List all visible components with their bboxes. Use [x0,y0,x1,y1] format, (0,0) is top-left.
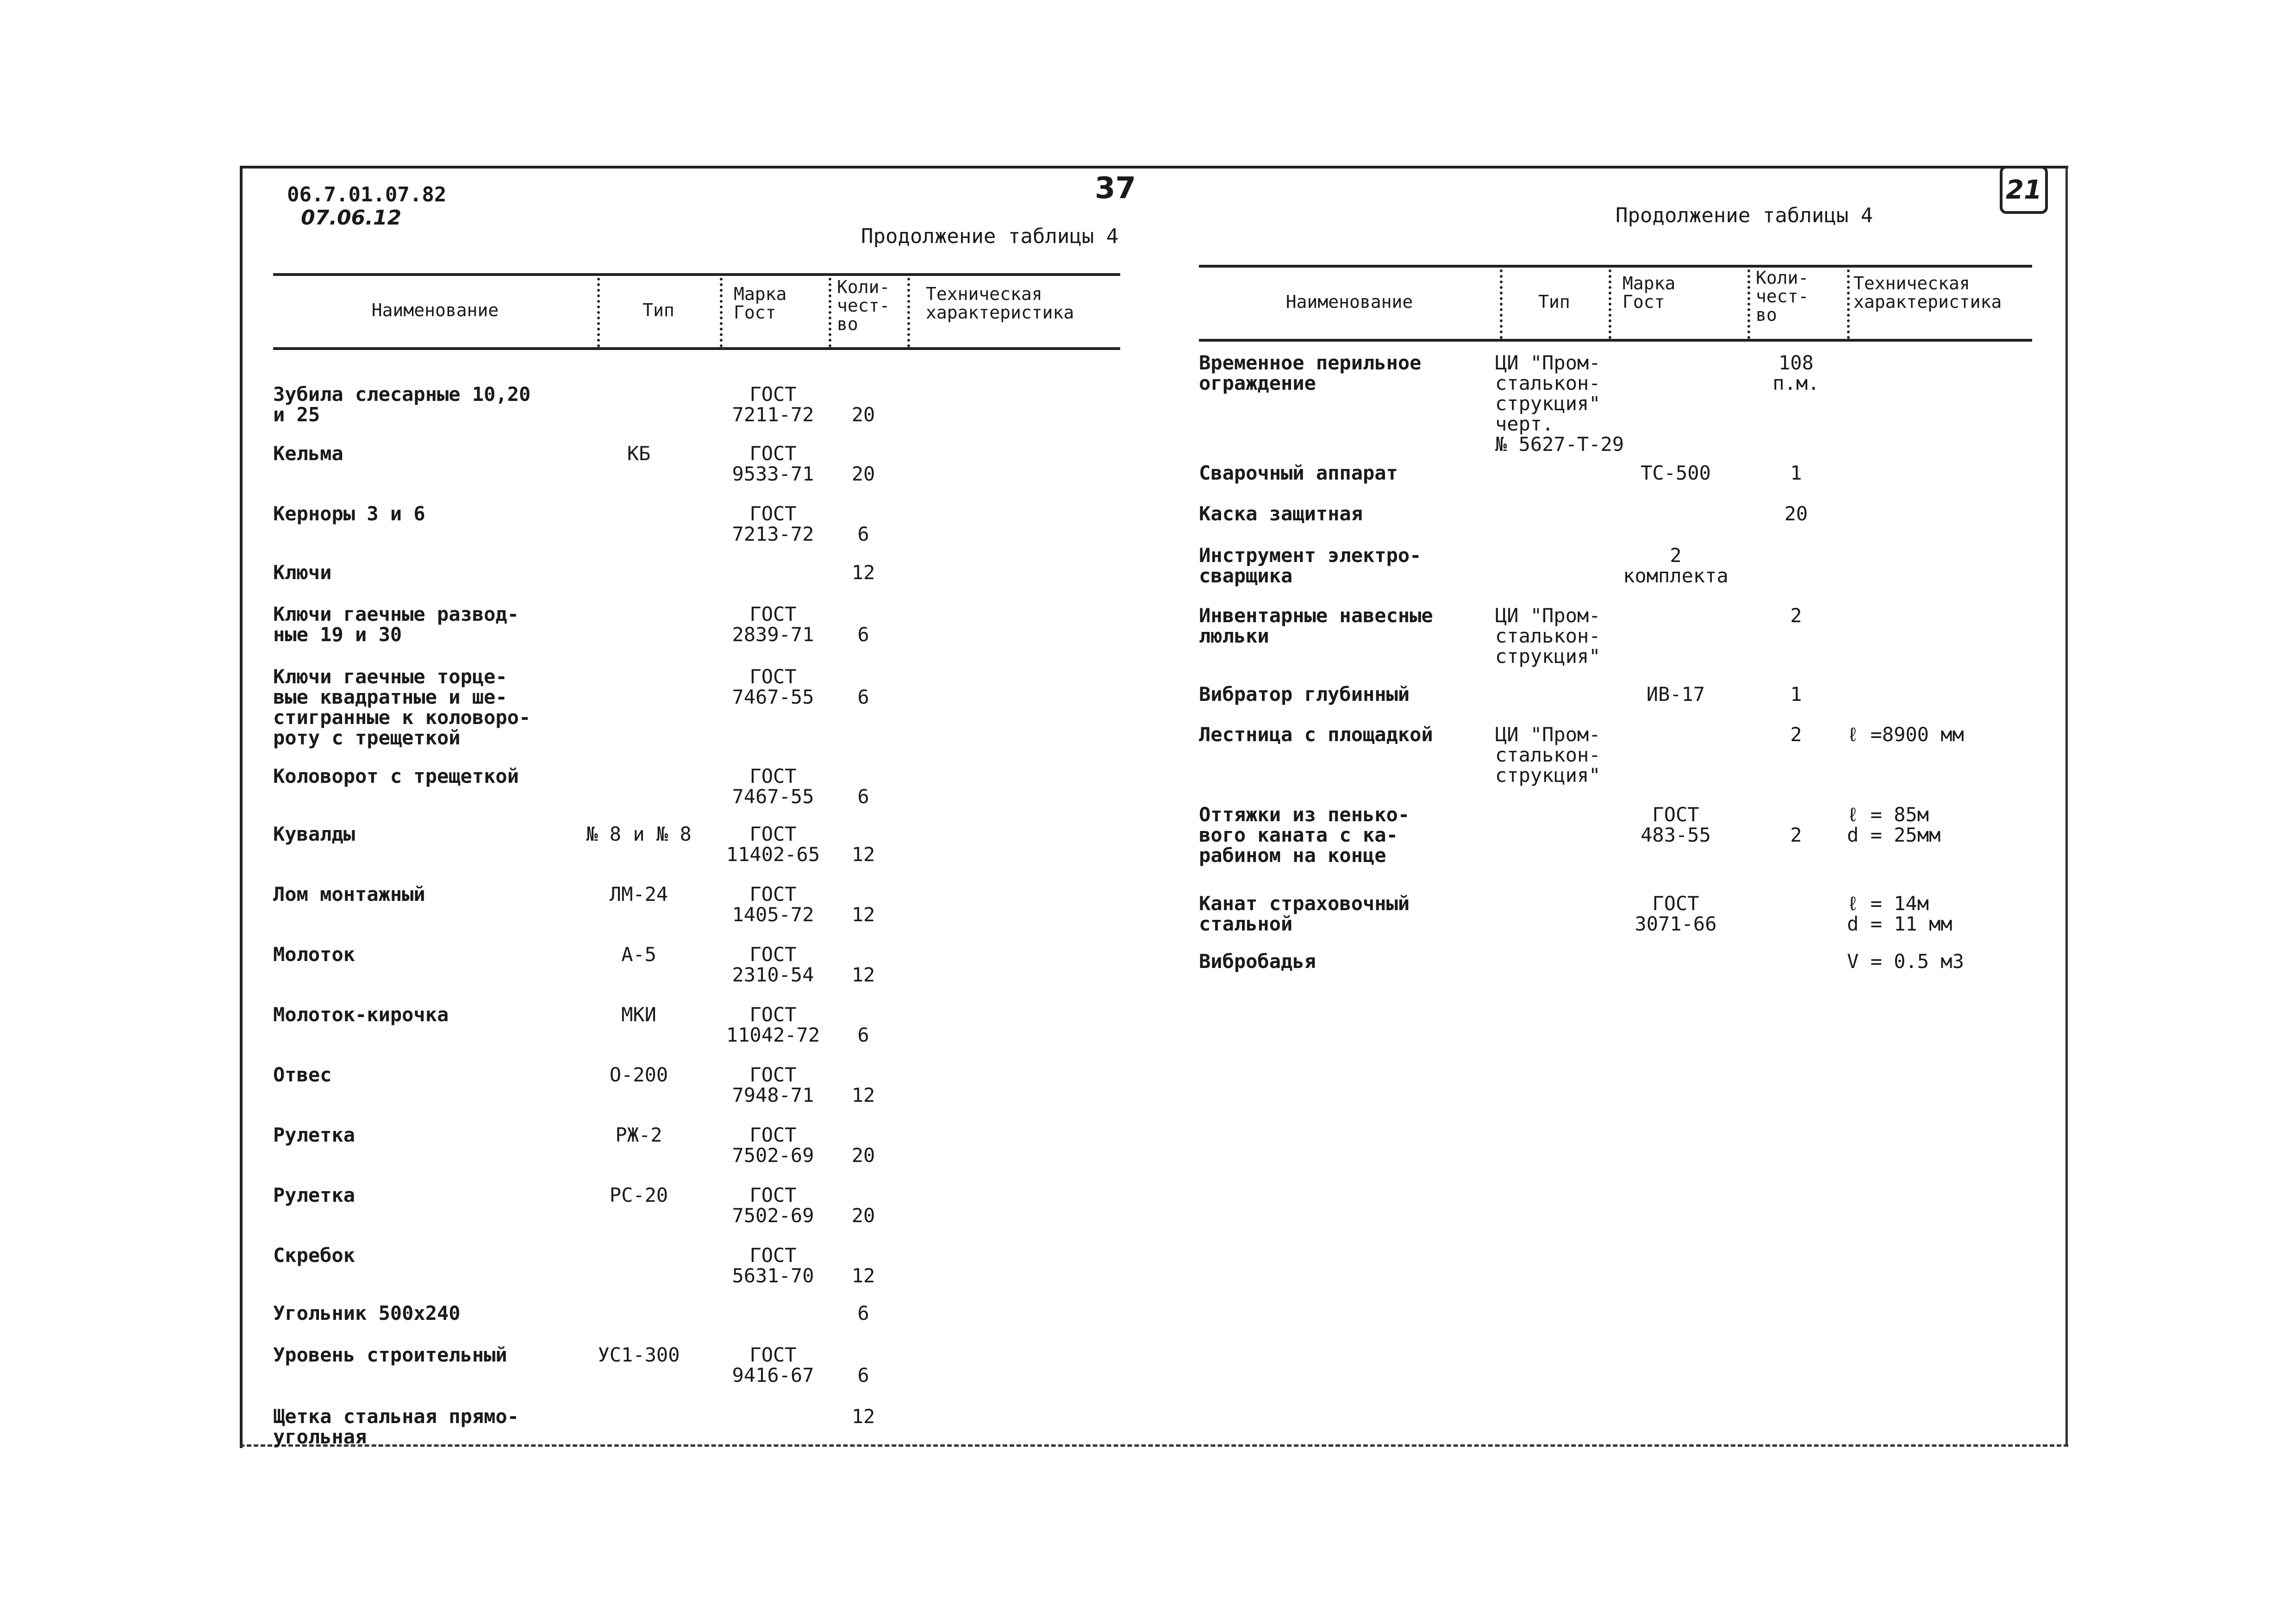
item-name: Коловорот с трещеткой [273,765,519,787]
frame-top-border [240,166,2068,169]
sheet-number: 21 [2000,166,2048,214]
item-tech: ℓ =8900 мм [1847,723,1964,746]
item-qty: 2 [1790,723,1802,746]
left-header-name: Наименование [371,300,499,320]
item-type: РЖ-2 [615,1124,662,1146]
item-mark: ГОСТ 1405-72 [732,883,814,926]
right-table-caption: Продолжение таблицы 4 [1616,204,1873,227]
frame-left-border [240,166,243,1448]
right-header-type: Тип [1538,292,1570,312]
item-qty: 20 [851,403,875,426]
item-type: О-200 [609,1063,668,1086]
item-mark: ИВ-17 [1646,683,1705,706]
item-mark: ГОСТ 11402-65 [726,823,820,866]
item-name: Уровень строительный [273,1343,507,1366]
item-mark: ГОСТ 7948-71 [732,1063,814,1106]
item-type: А-5 [621,943,656,966]
item-qty: 12 [851,903,875,926]
item-type: ЦИ "Пром- сталькон- струкция" [1495,604,1601,668]
item-name: Лом монтажный [273,883,425,906]
item-name: Сварочный аппарат [1199,462,1398,484]
item-tech: V = 0.5 м3 [1847,950,1964,973]
item-mark: 2 комплекта [1623,544,1728,587]
item-type: ЦИ "Пром- сталькон- струкция" черт. № 5627-Т-29 [1495,351,1624,456]
item-qty: 20 [851,462,875,485]
item-type: КБ [627,442,651,465]
item-name: Временное перильное ограждение [1199,351,1422,394]
item-qty: 12 [851,843,875,866]
left-header-mark: Марка Гост [734,284,787,323]
item-type: РС-20 [609,1184,668,1206]
right-header-qty: Коли- чест- во [1756,268,1809,325]
item-name: Отвес [273,1063,332,1086]
item-name: Щетка стальная прямо- угольная [273,1405,519,1448]
item-name: Молоток [273,943,356,966]
item-name: Молоток-кирочка [273,1003,449,1026]
item-name: Скребок [273,1244,356,1267]
right-header-tech: Техническая характеристика [1853,273,2002,312]
item-name: Канат страховочный стальной [1199,892,1410,935]
item-mark: ТС-500 [1641,462,1711,484]
item-mark: ГОСТ 2310-54 [732,943,814,986]
right-header-mark: Марка Гост [1622,273,1676,312]
item-qty: 6 [857,1024,869,1046]
item-mark: ГОСТ 9533-71 [732,442,814,485]
item-name: Ключи гаечные торце- вые квадратные и ше- стигранные к коловоро- роту с трещеткой [273,665,531,749]
item-name: Керноры 3 и 6 [273,502,425,525]
document-number-handwritten: 07.06.12 [301,206,402,230]
item-mark: ГОСТ 9416-67 [732,1343,814,1387]
item-name: Ключи [273,561,332,584]
item-name: Рулетка [273,1184,356,1206]
item-qty: 20 [1784,502,1808,525]
item-mark: ГОСТ 7213-72 [732,502,814,545]
item-type: ЦИ "Пром- сталькон- струкция" [1495,723,1601,787]
item-qty: 1 [1790,683,1802,706]
item-type: № 8 и № 8 [586,823,692,845]
item-name: Оттяжки из пенько- вого каната с ка- рабином на конце [1199,803,1410,867]
right-table-header-bottom-rule [1199,339,2032,342]
item-type: УС1-300 [598,1343,680,1366]
item-qty: 108 п.м. [1772,351,1820,394]
item-mark: ГОСТ 11042-72 [726,1003,820,1046]
item-tech: ℓ = 14м d = 11 мм [1847,892,1953,935]
item-qty: 20 [851,1144,875,1167]
frame-right-border [2065,167,2068,1444]
left-table-header-bottom-rule [273,347,1120,350]
item-qty: 2 [1790,824,1802,846]
right-header-name: Наименование [1285,292,1413,312]
item-mark: ГОСТ 7467-55 [732,765,814,808]
page-number: 37 [1095,171,1136,206]
item-qty: 12 [851,1264,875,1287]
item-mark: ГОСТ 3071-66 [1635,892,1717,935]
item-qty: 6 [857,1364,869,1387]
item-qty: 12 [851,561,875,584]
item-name: Угольник 500х240 [273,1302,461,1324]
item-qty: 6 [857,686,869,708]
item-name: Инвентарные навесные люльки [1199,604,1433,647]
item-name: Лестница с площадкой [1199,723,1433,746]
document-number: 06.7.01.07.82 [287,183,447,206]
item-name: Вибробадья [1199,950,1316,973]
item-qty: 6 [857,523,869,545]
item-mark: ГОСТ 483-55 [1641,803,1711,846]
item-mark: ГОСТ 2839-71 [732,603,814,646]
item-type: МКИ [621,1003,656,1026]
item-qty: 2 [1790,604,1802,627]
right-table-header-top-rule [1199,265,2032,268]
item-qty: 6 [857,623,869,646]
item-qty: 12 [851,963,875,986]
item-name: Кельма [273,442,343,465]
left-header-qty: Коли- чест- во [837,277,890,334]
item-name: Ключи гаечные развод- ные 19 и 30 [273,603,519,646]
item-tech: ℓ = 85м d = 25мм [1847,803,1941,846]
left-table-caption: Продолжение таблицы 4 [861,225,1119,248]
item-mark: ГОСТ 7502-69 [732,1184,814,1227]
item-qty: 20 [851,1204,875,1227]
left-table-header-top-rule [273,273,1120,276]
item-name: Кувалды [273,823,356,845]
left-header-tech: Техническая характеристика [926,284,1074,323]
item-name: Зубила слесарные 10,20 и 25 [273,383,531,426]
item-mark: ГОСТ 5631-70 [732,1244,814,1287]
item-qty: 12 [851,1084,875,1106]
item-qty: 6 [857,1302,869,1324]
item-mark: ГОСТ 7211-72 [732,383,814,426]
item-mark: ГОСТ 7502-69 [732,1124,814,1167]
item-qty: 1 [1790,462,1802,484]
item-qty: 6 [857,785,869,808]
item-name: Инструмент электро- сварщика [1199,544,1422,587]
item-type: ЛМ-24 [609,883,668,906]
left-header-type: Тип [643,300,674,320]
item-name: Рулетка [273,1124,356,1146]
item-name: Каска защитная [1199,502,1363,525]
item-name: Вибратор глубинный [1199,683,1410,706]
item-qty: 12 [851,1405,875,1428]
item-mark: ГОСТ 7467-55 [732,665,814,708]
